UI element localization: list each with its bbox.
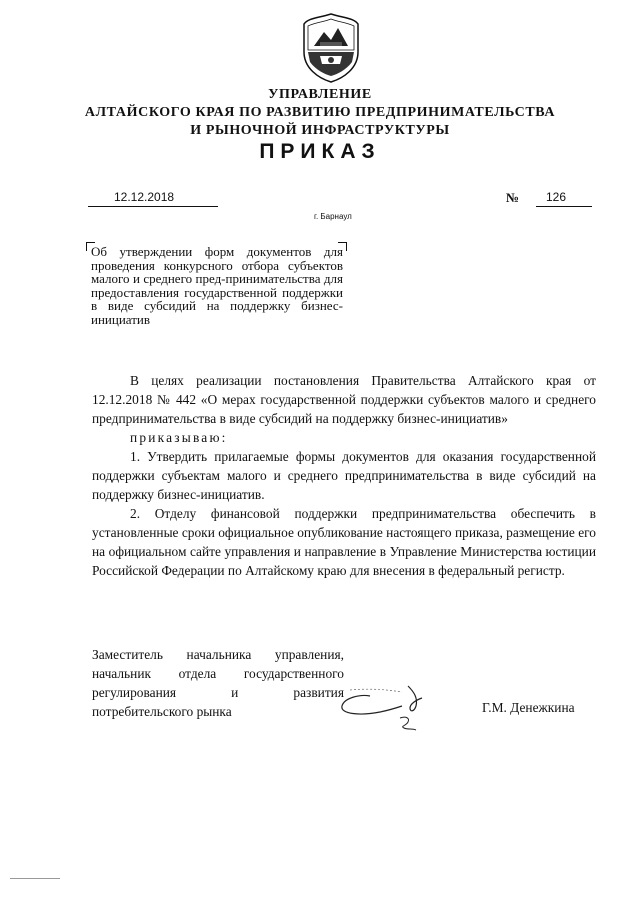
coat-of-arms-icon <box>300 12 362 84</box>
footer-divider <box>10 878 60 879</box>
city-label: г. Барнаул <box>314 212 352 221</box>
org-name-line-3: И РЫНОЧНОЙ ИНФРАСТРУКТУРЫ <box>190 123 450 138</box>
date-field <box>88 190 218 207</box>
signatory-title: Заместитель начальника управления, начальник отдела государственного регулирования и развития потребительского рынка <box>92 647 344 719</box>
handwritten-signature <box>330 678 440 734</box>
order-item-1: 1. Утвердить прилагаемые формы документов для оказания государственной поддержки субъектам малого и среднего предпринимательства в виде субсидий на поддержку бизнес-инициатив. <box>92 449 596 502</box>
number-sign: № <box>506 190 520 205</box>
signatory-name: Г.М. Денежкина <box>482 700 575 715</box>
org-name-line-1: УПРАВЛЕНИЕ <box>268 87 372 102</box>
document-body <box>92 371 596 580</box>
document-date: 12.12.2018 <box>114 190 175 204</box>
order-item-2: 2. Отделу финансовой поддержки предпринимательства обеспечить в установленные сроки официальное опубликование настоящего приказа, размещение его на официальном сайте управления и направление в Управление Министерства юстиции Российской Федерации по Алтайскому краю для внесения в федеральный регистр. <box>92 506 596 578</box>
document-number: 126 <box>546 190 567 204</box>
order-word: приказываю: <box>130 430 228 445</box>
document-type-title: ПРИКАЗ <box>259 140 381 163</box>
org-name-line-2: АЛТАЙСКОГО КРАЯ ПО РАЗВИТИЮ ПРЕДПРИНИМАТЕЛЬСТВА <box>84 105 556 120</box>
preamble-paragraph: В целях реализации постановления Правительства Алтайского края от 12.12.2018 № 442 «О мерах государственной поддержки субъектов малого и среднего предпринимательства в виде субсидий на поддержку бизнес-инициатив» <box>92 373 596 426</box>
number-field <box>536 190 592 207</box>
document-subject: Об утверждении форм документов для проведения конкурсного отбора субъектов малого и среднего пред-принимательства для предоставления государственной поддержки в виде субсидий на поддержку бизнес-инициатив <box>91 244 343 327</box>
